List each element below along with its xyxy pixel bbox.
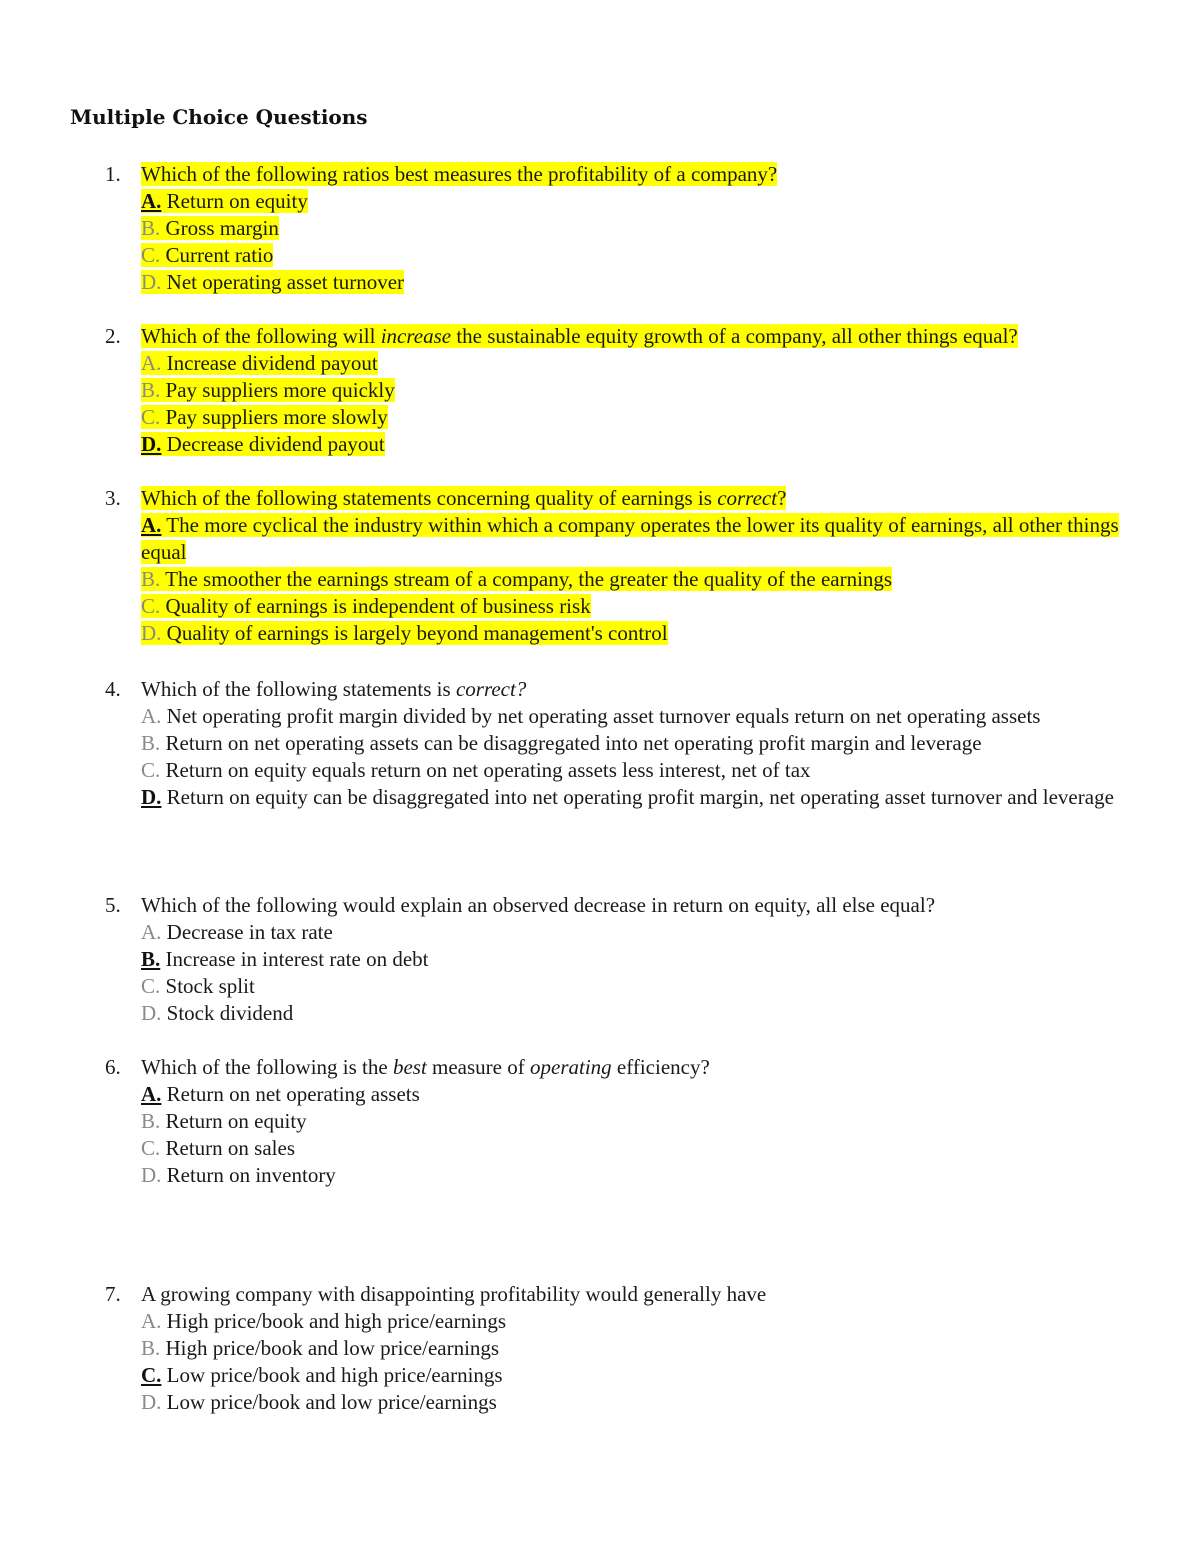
option-letter: B. xyxy=(141,1109,161,1133)
question-stem: Which of the following statements concerning quality of earnings is correct? xyxy=(141,486,787,510)
option-letter: D. xyxy=(141,1001,162,1025)
option-letter: A. xyxy=(141,1082,162,1106)
option-letter: D. xyxy=(141,270,162,294)
option-letter: A. xyxy=(141,704,162,728)
option-letter: C. xyxy=(141,1136,161,1160)
option-letter: D. xyxy=(141,432,162,456)
option-c[interactable] xyxy=(141,973,1131,1000)
option-b[interactable] xyxy=(141,1335,1131,1362)
option-text: Pay suppliers more slowly xyxy=(165,405,388,429)
option-d[interactable] xyxy=(141,620,1131,647)
question-stem: Which of the following is the best measure of operating efficiency? xyxy=(141,1055,710,1079)
option-c[interactable] xyxy=(141,757,1131,784)
option-text: Net operating profit margin divided by net operating asset turnover equals return on net operating assets xyxy=(166,704,1041,728)
option-letter: B. xyxy=(141,947,161,971)
option-letter: A. xyxy=(141,920,162,944)
option-text: Low price/book and high price/earnings xyxy=(166,1363,503,1387)
option-letter: A. xyxy=(141,1309,162,1333)
option-text: Decrease in tax rate xyxy=(166,920,333,944)
option-text: Return on net operating assets can be disaggregated into net operating profit margin and leverage xyxy=(165,731,982,755)
option-d[interactable] xyxy=(141,269,1131,296)
option-letter: B. xyxy=(141,731,161,755)
option-a[interactable] xyxy=(141,350,1131,377)
option-letter: B. xyxy=(141,1336,161,1360)
option-a[interactable] xyxy=(141,512,1131,566)
option-d[interactable] xyxy=(141,1000,1131,1027)
option-text: Increase in interest rate on debt xyxy=(165,947,429,971)
option-text: Stock dividend xyxy=(166,1001,294,1025)
question-number: 7. xyxy=(105,1282,121,1306)
option-c[interactable] xyxy=(141,242,1131,269)
option-letter: C. xyxy=(141,243,161,267)
option-b[interactable] xyxy=(141,377,1131,404)
option-text: High price/book and low price/earnings xyxy=(165,1336,500,1360)
option-a[interactable] xyxy=(141,919,1131,946)
option-text: Return on sales xyxy=(165,1136,295,1160)
option-c[interactable] xyxy=(141,1362,1131,1389)
option-text: Current ratio xyxy=(165,243,274,267)
option-letter: C. xyxy=(141,758,161,782)
option-text: Stock split xyxy=(165,974,255,998)
option-text: Return on equity xyxy=(165,1109,307,1133)
question-stem: Which of the following statements is correct? xyxy=(141,677,527,701)
option-b[interactable] xyxy=(141,566,1131,593)
question-number: 3. xyxy=(105,486,121,510)
question-stem: Which of the following would explain an observed decrease in return on equity, all else equal? xyxy=(141,893,936,917)
option-text: Gross margin xyxy=(165,216,279,240)
option-letter: C. xyxy=(141,405,161,429)
option-text: Return on equity equals return on net operating assets less interest, net of tax xyxy=(165,758,811,782)
option-c[interactable] xyxy=(141,404,1131,431)
question-number: 1. xyxy=(105,162,121,186)
question-stem: A growing company with disappointing profitability would generally have xyxy=(141,1282,767,1306)
question-number: 4. xyxy=(105,677,121,701)
option-letter: A. xyxy=(141,189,162,213)
option-c[interactable] xyxy=(141,1135,1131,1162)
option-text: Return on equity xyxy=(166,189,308,213)
option-text: Return on net operating assets xyxy=(166,1082,420,1106)
option-text: High price/book and high price/earnings xyxy=(166,1309,507,1333)
option-text: The more cyclical the industry within which a company operates the lower its quality of earnings, all other things equal xyxy=(141,513,1119,564)
option-text: The smoother the earnings stream of a company, the greater the quality of the earnings xyxy=(165,567,893,591)
option-a[interactable] xyxy=(141,188,1131,215)
option-text: Return on equity can be disaggregated into net operating profit margin, net operating asset turnover and leverage xyxy=(166,785,1114,809)
question-number: 6. xyxy=(105,1055,121,1079)
option-b[interactable] xyxy=(141,1108,1131,1135)
option-text: Increase dividend payout xyxy=(166,351,378,375)
question-stem: Which of the following ratios best measures the profitability of a company? xyxy=(141,162,778,186)
question-stem: Which of the following will increase the sustainable equity growth of a company, all other things equal? xyxy=(141,324,1018,348)
option-a[interactable] xyxy=(141,703,1131,730)
option-b[interactable] xyxy=(141,215,1131,242)
option-text: Quality of earnings is independent of business risk xyxy=(165,594,591,618)
option-letter: D. xyxy=(141,1163,162,1187)
option-a[interactable] xyxy=(141,1081,1131,1108)
question-number: 5. xyxy=(105,893,121,917)
option-letter: C. xyxy=(141,1363,162,1387)
option-letter: D. xyxy=(141,621,162,645)
option-a[interactable] xyxy=(141,1308,1131,1335)
option-text: Return on inventory xyxy=(166,1163,336,1187)
option-text: Quality of earnings is largely beyond management's control xyxy=(166,621,668,645)
option-text: Net operating asset turnover xyxy=(166,270,405,294)
option-d[interactable] xyxy=(141,1162,1131,1189)
option-letter: B. xyxy=(141,567,161,591)
page-title: Multiple Choice Questions xyxy=(70,105,368,129)
option-letter: C. xyxy=(141,974,161,998)
option-text: Pay suppliers more quickly xyxy=(165,378,395,402)
option-letter: A. xyxy=(141,351,162,375)
option-b[interactable] xyxy=(141,730,1131,757)
option-letter: B. xyxy=(141,216,161,240)
option-letter: D. xyxy=(141,785,162,809)
option-letter: D. xyxy=(141,1390,162,1414)
option-letter: C. xyxy=(141,594,161,618)
question-number: 2. xyxy=(105,324,121,348)
option-c[interactable] xyxy=(141,593,1131,620)
option-d[interactable] xyxy=(141,431,1131,458)
option-letter: B. xyxy=(141,378,161,402)
option-text: Decrease dividend payout xyxy=(166,432,385,456)
option-letter: A. xyxy=(141,513,162,537)
option-d[interactable] xyxy=(141,1389,1131,1416)
option-b[interactable] xyxy=(141,946,1131,973)
option-text: Low price/book and low price/earnings xyxy=(166,1390,497,1414)
option-d[interactable] xyxy=(141,784,1131,811)
